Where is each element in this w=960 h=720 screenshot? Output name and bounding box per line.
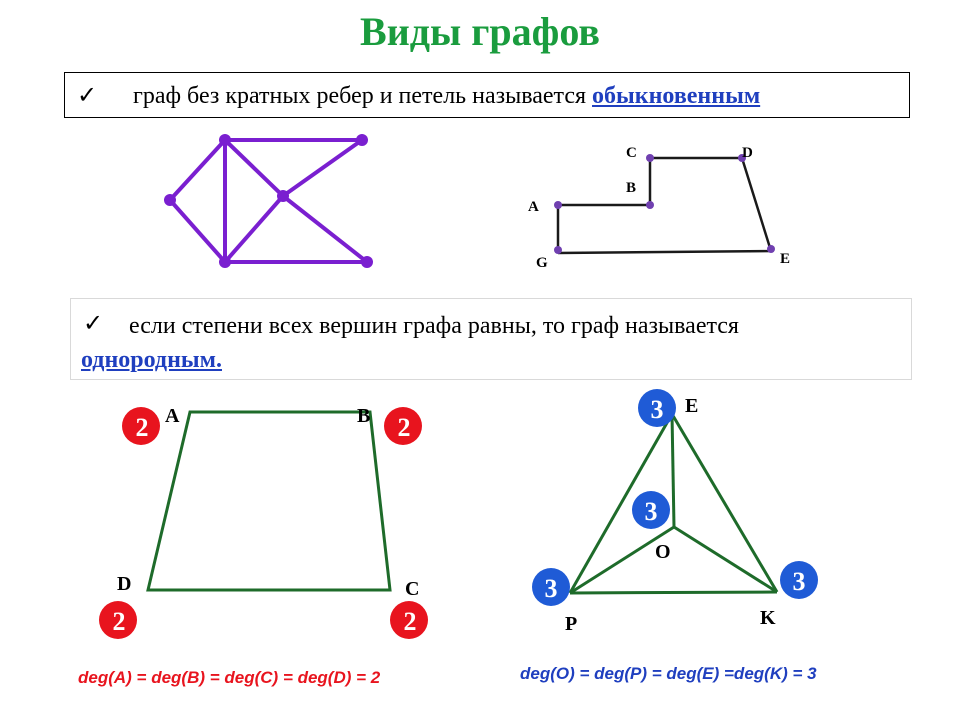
graph-edge xyxy=(283,140,362,196)
vertex-g xyxy=(554,246,562,254)
graph-vertex xyxy=(277,190,289,202)
term-link-regular[interactable]: однородным. xyxy=(81,347,222,373)
graph-edge xyxy=(283,196,367,262)
vertex-e xyxy=(767,245,775,253)
graph-edge xyxy=(225,196,283,262)
degree-value-c: 2 xyxy=(403,607,417,636)
term-link-ordinary[interactable]: обыкновенным xyxy=(592,83,761,109)
degree-value-p: 3 xyxy=(544,574,558,603)
graph-edge xyxy=(225,140,283,196)
graph-edge xyxy=(170,200,225,262)
triangle-graph xyxy=(570,414,777,593)
graph-vertex xyxy=(164,194,176,206)
path-edges xyxy=(558,158,771,253)
vertex-a xyxy=(554,201,562,209)
vertex-label-b: B xyxy=(626,180,637,196)
degree-value-d: 2 xyxy=(112,607,126,636)
definition-sentence: если степени всех вершин графа равны, то граф называется xyxy=(129,313,739,339)
page-title: Виды графов xyxy=(360,9,600,54)
vertex-b xyxy=(646,201,654,209)
trapezoid-edges xyxy=(148,412,390,590)
vertex-label-e: E xyxy=(780,251,791,267)
graph-vertex xyxy=(219,134,231,146)
trapezoid-degree-formula: deg(A) = deg(B) = deg(C) = deg(D) = 2 xyxy=(78,668,381,687)
path-graph-example xyxy=(558,158,771,253)
degree-value-o: 3 xyxy=(644,497,658,526)
triangle-label-p: P xyxy=(565,613,578,635)
graph-edge xyxy=(672,414,777,592)
checkmark-icon: ✓ xyxy=(83,311,104,337)
graph-edge xyxy=(170,140,225,200)
graph-vertex xyxy=(361,256,373,268)
degree-value-a: 2 xyxy=(135,413,149,442)
trapezoid-label-a: A xyxy=(165,405,180,427)
degree-value-b: 2 xyxy=(397,413,411,442)
graph-edge xyxy=(672,414,674,527)
degree-value-k: 3 xyxy=(792,567,806,596)
vertex-c xyxy=(646,154,654,162)
vertex-label-a: A xyxy=(528,199,539,215)
graph-vertex xyxy=(356,134,368,146)
triangle-degree-formula: deg(O) = deg(P) = deg(E) =deg(K) = 3 xyxy=(520,664,817,683)
checkmark-icon: ✓ xyxy=(77,83,98,109)
graph-edge xyxy=(570,592,777,593)
definition-sentence: граф без кратных ребер и петель называется xyxy=(133,83,593,109)
triangle-label-k: K xyxy=(760,607,776,629)
trapezoid-label-b: B xyxy=(357,405,371,427)
trapezoid-graph xyxy=(148,412,390,590)
triangle-label-e: E xyxy=(685,395,699,417)
trapezoid-label-d: D xyxy=(117,573,132,595)
graph-edge xyxy=(674,527,777,592)
triangle-label-o: O xyxy=(655,541,671,563)
ordinary-graph-example xyxy=(170,140,367,262)
trapezoid-label-c: C xyxy=(405,578,420,600)
degree-value-e: 3 xyxy=(650,395,664,424)
vertex-label-c: C xyxy=(626,145,637,161)
vertex-label-d: D xyxy=(742,145,753,161)
graph-vertex xyxy=(219,256,231,268)
vertex-label-g: G xyxy=(536,255,548,271)
